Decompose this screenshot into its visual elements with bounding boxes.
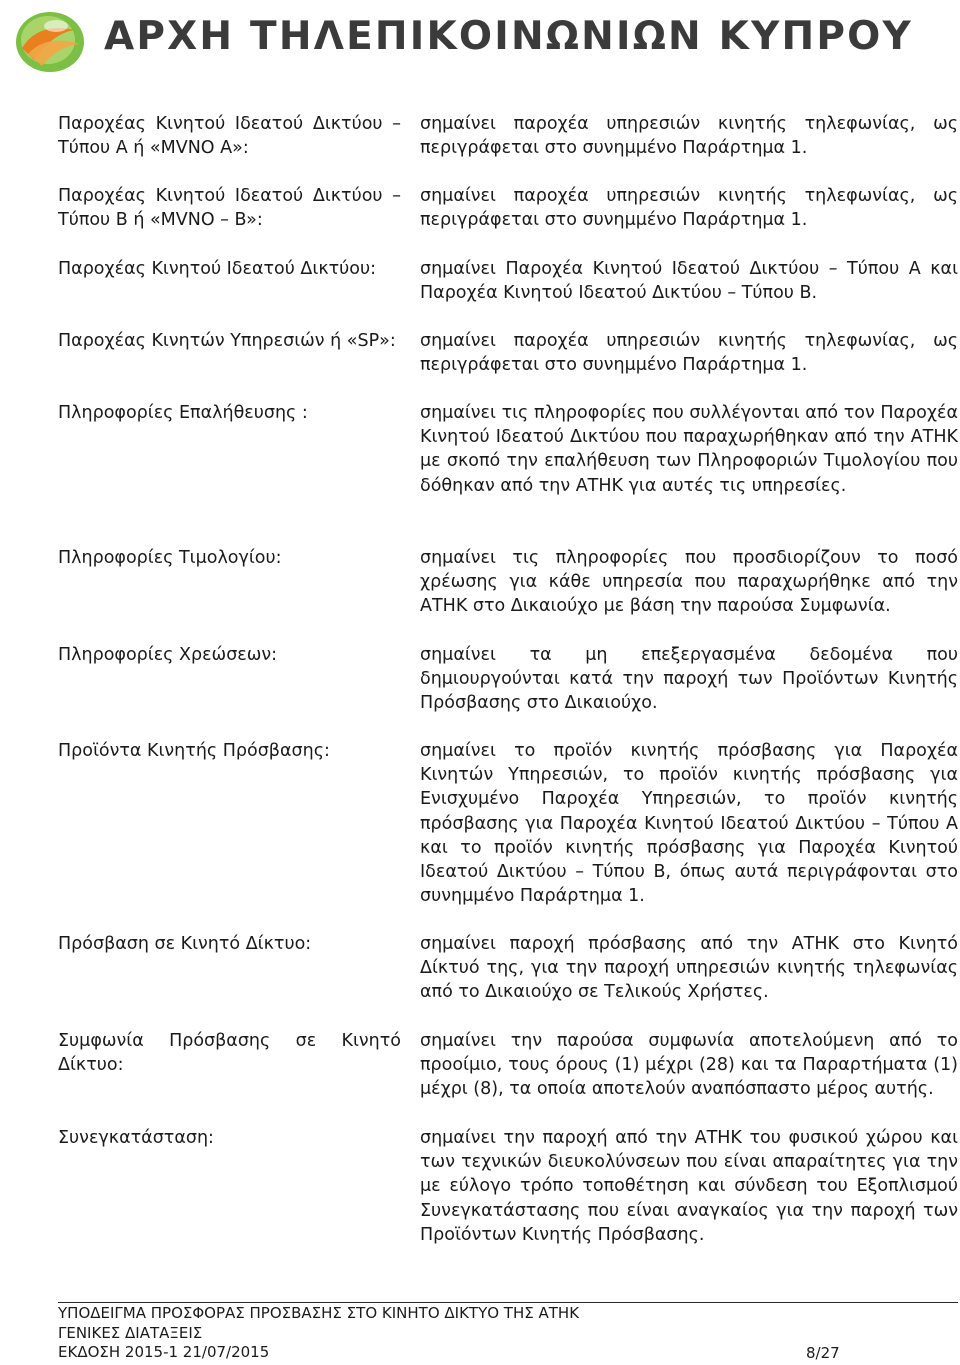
definition-term: Παροχέας Κινητών Υπηρεσιών ή «SP»: xyxy=(58,331,396,351)
definition-meaning: σημαίνει παροχή πρόσβασης από την ΑΤΗΚ στο Κινητό Δίκτυό της, για την παροχή υπηρεσιών κινητής τηλεφωνίας από το Δικαιούχο σε Τελικούς Χρήστες. xyxy=(420,934,958,1003)
definition-term: Πρόσβαση σε Κινητό Δίκτυο: xyxy=(58,934,312,954)
page-number: 8/27 xyxy=(806,1344,840,1362)
definition-meaning: σημαίνει παροχέα υπηρεσιών κινητής τηλεφωνίας, ως περιγράφεται στο συνημμένο Παράρτημα 1. xyxy=(420,186,958,231)
definition-term: Πληροφορίες Επαλήθευσης : xyxy=(58,403,308,423)
organization-name: ΑΡΧΗ ΤΗΛΕΠΙΚΟΙΝΩΝΙΩΝ ΚΥΠΡΟΥ xyxy=(104,14,913,59)
definition-meaning: σημαίνει το προϊόν κινητής πρόσβασης για Παροχέα Κινητών Υπηρεσιών, το προϊόν κινητής πρόσβασης για Ενισχυμένο Παροχέα Υπηρεσιών, το προϊόν κινητής πρόσβασης για Παροχέα Κινητού Ιδεατού Δικτύου – Τύπου Α και το προϊόν κινητής πρόσβασης για Παροχέα Κινητού Ιδεατού Δικτύου – Τύπου Β, όπως αυτά περιγράφονται στο συνημμένο Παράρτημα 1. xyxy=(420,741,958,907)
definition-meaning: σημαίνει τις πληροφορίες που προσδιορίζουν το ποσό χρέωσης για κάθε υπηρεσία που παραχωρήθηκε από την ΑΤΗΚ στο Δικαιούχο με βάση την παρούσα Συμφωνία. xyxy=(420,548,958,617)
definition-meaning: σημαίνει την παροχή από την ΑΤΗΚ του φυσικού χώρου και των τεχνικών διευκολύνσεων που είναι απαραίτητες για την με εύλογο τρόπο τοποθέτηση και σύνδεση του Εξοπλισμού Συνεγκατάστασης που είναι αναγκαίος για την παροχή των Προϊόντων Κινητής Πρόσβασης. xyxy=(420,1128,958,1245)
footer-version: ΕΚΔΟΣΗ 2015-1 21/07/2015 xyxy=(58,1343,270,1361)
atik-logo-icon xyxy=(8,4,94,76)
definition-meaning: σημαίνει Παροχέα Κινητού Ιδεατού Δικτύου – Τύπου Α και Παροχέα Κινητού Ιδεατού Δικτύου – Τύπου Β. xyxy=(420,259,958,304)
definition-term: Παροχέας Κινητού Ιδεατού Δικτύου – Τύπου Β ή «MVNO – B»: xyxy=(58,186,401,231)
definition-term: Πληροφορίες Χρεώσεων: xyxy=(58,645,278,665)
definition-meaning: σημαίνει παροχέα υπηρεσιών κινητής τηλεφωνίας, ως περιγράφεται στο συνημμένο Παράρτημα 1. xyxy=(420,114,958,159)
definition-meaning: σημαίνει τα μη επεξεργασμένα δεδομένα που δημιουργούνται κατά την παροχή των Προϊόντων Κινητής Πρόσβασης στο Δικαιούχο. xyxy=(420,645,958,714)
footer-section-title: ΓΕΝΙΚΕΣ ΔΙΑΤΑΞΕΙΣ xyxy=(58,1323,203,1342)
definition-meaning: σημαίνει τις πληροφορίες που συλλέγονται από τον Παροχέα Κινητού Ιδεατού Δικτύου που παραχωρήθηκαν από την ΑΤΗΚ με σκοπό την επαλήθευση των Πληροφοριών Τιμολογίου που δόθηκαν από την ΑΤΗΚ για αυτές τις υπηρεσίες. xyxy=(420,403,958,496)
definition-meaning: σημαίνει την παρούσα συμφωνία αποτελούμενη από το προοίμιο, τους όρους (1) μέχρι (28) και τα Παραρτήματα (1) μέχρι (8), τα οποία αποτελούν αναπόσπαστο μέρος αυτής. xyxy=(420,1031,958,1100)
definition-term: Παροχέας Κινητού Ιδεατού Δικτύου: xyxy=(58,259,377,279)
definition-term: Συνεγκατάσταση: xyxy=(58,1128,214,1148)
definition-term: Συμφωνία Πρόσβασης σε Κινητό Δίκτυο: xyxy=(58,1031,401,1076)
definition-term: Παροχέας Κινητού Ιδεατού Δικτύου – Τύπου Α ή «MVNO A»: xyxy=(58,114,401,159)
definition-term: Προϊόντα Κινητής Πρόσβασης: xyxy=(58,741,330,761)
footer-document-title: ΥΠΟΔΕΙΓΜΑ ΠΡΟΣΦΟΡΑΣ ΠΡΟΣΒΑΣΗΣ ΣΤΟ ΚΙΝΗΤΟ ΔΙΚΤΥΟ ΤΗΣ ΑΤΗΚ xyxy=(58,1304,580,1322)
definition-term: Πληροφορίες Τιμολογίου: xyxy=(58,548,282,568)
footer-divider xyxy=(58,1302,958,1303)
page-header xyxy=(0,0,960,80)
definition-meaning: σημαίνει παροχέα υπηρεσιών κινητής τηλεφωνίας, ως περιγράφεται στο συνημμένο Παράρτημα 1. xyxy=(420,331,958,376)
